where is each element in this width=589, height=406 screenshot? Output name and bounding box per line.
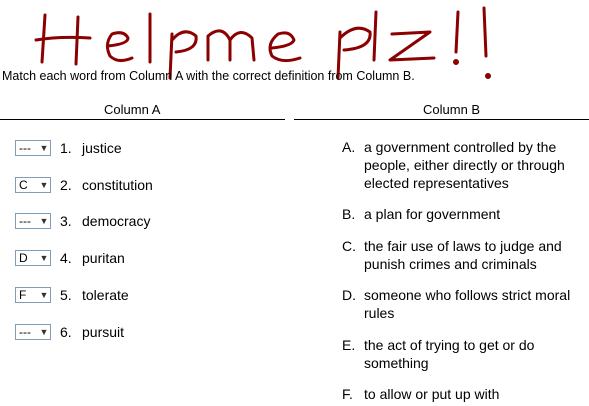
chevron-down-icon: ▼ [39,327,49,337]
definition-item [342,237,584,273]
column-b-divider [294,119,589,120]
answer-select-5[interactable] [15,287,51,303]
term-word: constitution [82,177,153,193]
definition-text: someone who follows strict moral rules [364,287,571,321]
answer-select-3[interactable] [15,213,51,229]
definition-text: a government controlled by the people, either directly or through elected representatives [364,139,565,191]
column-a-header: Column A [104,102,161,117]
chevron-down-icon: ▼ [39,253,49,263]
column-a-row [15,286,129,304]
row-number: 5. [60,287,72,303]
definition-letter: D. [342,287,356,303]
column-a-row [15,139,122,157]
answer-select-value: --- [19,141,31,155]
term-word: justice [82,140,122,156]
definition-letter: B. [342,206,356,222]
definition-text: to allow or put up with [364,386,500,402]
definition-item [342,385,584,403]
answer-select-2[interactable] [15,177,51,193]
column-a-row [15,176,153,194]
column-a-row [15,323,124,341]
answer-select-value: D [19,251,28,265]
term-word: puritan [82,250,125,266]
definition-text: the fair use of laws to judge and punish crimes and criminals [364,238,562,272]
chevron-down-icon: ▼ [39,180,49,190]
definition-text: a plan for government [364,206,501,222]
definition-item [342,336,584,372]
answer-select-4[interactable] [15,250,51,266]
instructions-text: Match each word from Column A with the correct definition from Column B. [2,69,415,83]
definition-item [342,205,584,223]
answer-select-6[interactable] [15,324,51,340]
answer-select-value: --- [19,214,31,228]
chevron-down-icon: ▼ [39,216,49,226]
row-number: 6. [60,324,72,340]
definition-text: the act of trying to get or do something [364,337,535,371]
chevron-down-icon: ▼ [39,143,49,153]
definition-letter: A. [342,139,356,155]
column-b-header: Column B [423,102,481,117]
row-number: 3. [60,213,72,229]
term-word: democracy [82,213,151,229]
answer-select-1[interactable] [15,140,51,156]
definition-letter: F. [342,386,353,402]
answer-select-value: --- [19,325,31,339]
column-a-row [15,249,125,267]
definition-letter: C. [342,238,356,254]
answer-select-value: C [19,178,28,192]
row-number: 4. [60,250,72,266]
chevron-down-icon: ▼ [39,290,49,300]
term-word: pursuit [82,324,125,340]
answer-select-value: F [19,288,27,302]
definition-letter: E. [342,337,356,353]
definition-item [342,286,584,322]
definition-item [342,138,584,192]
column-a-divider [0,119,285,120]
row-number: 2. [60,177,72,193]
term-word: tolerate [82,287,129,303]
column-a-row [15,212,150,230]
row-number: 1. [60,140,72,156]
